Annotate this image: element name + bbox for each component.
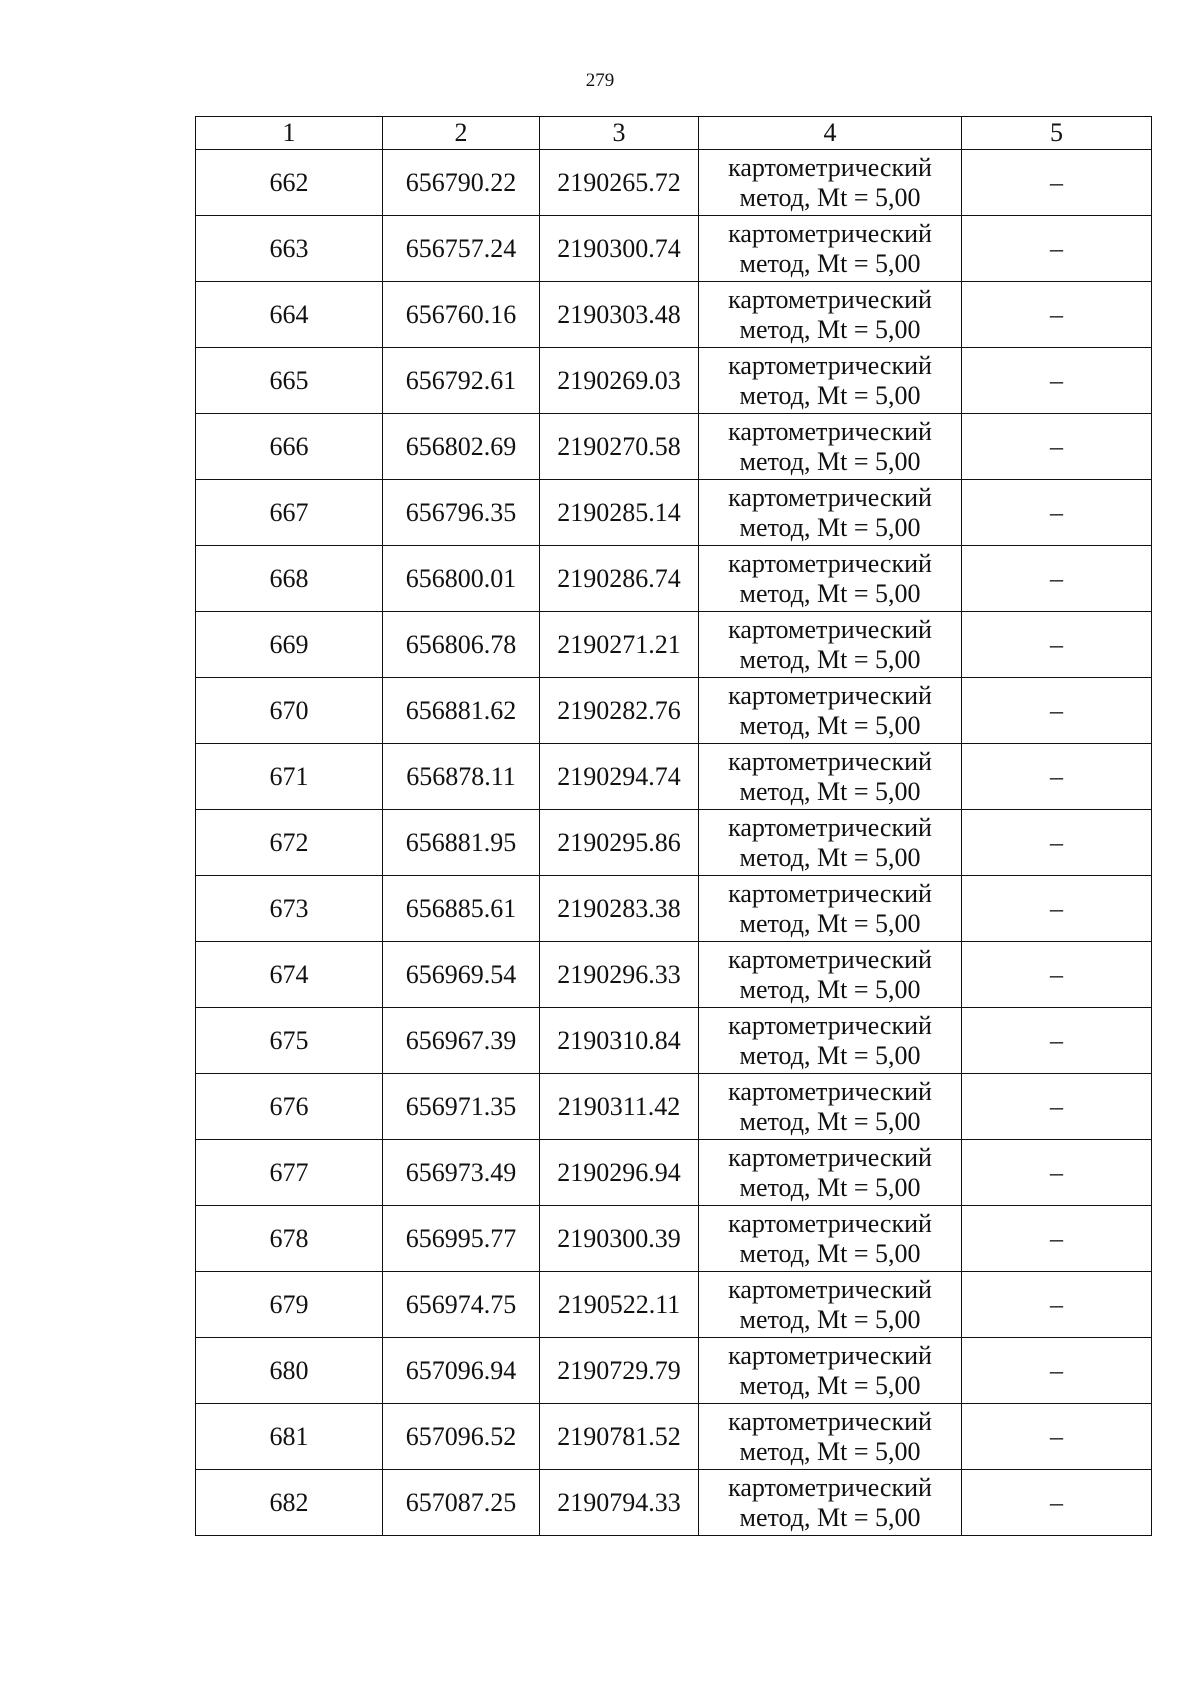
point-number-cell: 679	[196, 1272, 383, 1338]
table-body	[196, 150, 1152, 1536]
method-line-1: картометрический	[728, 1274, 932, 1304]
method-line-1: картометрический	[728, 350, 932, 380]
header-row	[196, 117, 1152, 150]
note-cell: –	[962, 1272, 1152, 1338]
method-line-1: картометрический	[728, 1208, 932, 1238]
method-cell	[699, 1074, 962, 1140]
method-cell	[699, 744, 962, 810]
method-line-1: картометрический	[728, 1142, 932, 1172]
method-line-2: метод, Mt = 5,00	[739, 512, 921, 542]
method-line-1: картометрический	[728, 152, 932, 182]
point-number-cell: 677	[196, 1140, 383, 1206]
point-number-cell: 665	[196, 348, 383, 414]
note-cell: –	[962, 348, 1152, 414]
table-row	[196, 1074, 1152, 1140]
method-cell	[699, 1272, 962, 1338]
point-number-cell: 663	[196, 216, 383, 282]
y-coordinate-cell: 2190794.33	[540, 1470, 699, 1536]
x-coordinate-cell: 656973.49	[383, 1140, 540, 1206]
point-number-cell: 674	[196, 942, 383, 1008]
note-cell: –	[962, 612, 1152, 678]
point-number-cell: 682	[196, 1470, 383, 1536]
method-line-2: метод, Mt = 5,00	[739, 1436, 921, 1466]
note-cell: –	[962, 1206, 1152, 1272]
y-coordinate-cell: 2190294.74	[540, 744, 699, 810]
x-coordinate-cell: 656792.61	[383, 348, 540, 414]
x-coordinate-cell: 656885.61	[383, 876, 540, 942]
method-line-2: метод, Mt = 5,00	[739, 644, 921, 674]
point-number-cell: 678	[196, 1206, 383, 1272]
x-coordinate-cell: 656967.39	[383, 1008, 540, 1074]
x-coordinate-cell: 657096.52	[383, 1404, 540, 1470]
table-row	[196, 414, 1152, 480]
method-cell	[699, 414, 962, 480]
note-cell: –	[962, 546, 1152, 612]
method-line-2: метод, Mt = 5,00	[739, 1040, 921, 1070]
note-cell: –	[962, 282, 1152, 348]
table-header	[196, 117, 1152, 150]
method-line-2: метод, Mt = 5,00	[739, 710, 921, 740]
method-cell	[699, 1008, 962, 1074]
x-coordinate-cell: 656881.95	[383, 810, 540, 876]
y-coordinate-cell: 2190270.58	[540, 414, 699, 480]
y-coordinate-cell: 2190300.39	[540, 1206, 699, 1272]
y-coordinate-cell: 2190282.76	[540, 678, 699, 744]
method-line-2: метод, Mt = 5,00	[739, 842, 921, 872]
point-number-cell: 662	[196, 150, 383, 216]
point-number-cell: 671	[196, 744, 383, 810]
method-line-2: метод, Mt = 5,00	[739, 1172, 921, 1202]
y-coordinate-cell: 2190311.42	[540, 1074, 699, 1140]
y-coordinate-cell: 2190285.14	[540, 480, 699, 546]
point-number-cell: 668	[196, 546, 383, 612]
note-cell: –	[962, 1140, 1152, 1206]
table-row	[196, 1470, 1152, 1536]
y-coordinate-cell: 2190286.74	[540, 546, 699, 612]
column-header-1: 1	[196, 117, 383, 150]
table-row	[196, 1338, 1152, 1404]
method-line-2: метод, Mt = 5,00	[739, 182, 921, 212]
method-line-2: метод, Mt = 5,00	[739, 908, 921, 938]
note-cell: –	[962, 414, 1152, 480]
point-number-cell: 664	[196, 282, 383, 348]
x-coordinate-cell: 657087.25	[383, 1470, 540, 1536]
point-number-cell: 675	[196, 1008, 383, 1074]
note-cell: –	[962, 810, 1152, 876]
page-number: 279	[585, 70, 615, 91]
method-line-1: картометрический	[728, 218, 932, 248]
y-coordinate-cell: 2190265.72	[540, 150, 699, 216]
y-coordinate-cell: 2190729.79	[540, 1338, 699, 1404]
method-line-1: картометрический	[728, 1010, 932, 1040]
method-line-2: метод, Mt = 5,00	[739, 1370, 921, 1400]
x-coordinate-cell: 656969.54	[383, 942, 540, 1008]
method-line-2: метод, Mt = 5,00	[739, 974, 921, 1004]
method-cell	[699, 1338, 962, 1404]
method-cell	[699, 282, 962, 348]
method-line-1: картометрический	[728, 1340, 932, 1370]
column-header-2: 2	[383, 117, 540, 150]
method-cell	[699, 1140, 962, 1206]
y-coordinate-cell: 2190269.03	[540, 348, 699, 414]
method-line-1: картометрический	[728, 284, 932, 314]
y-coordinate-cell: 2190295.86	[540, 810, 699, 876]
point-number-cell: 669	[196, 612, 383, 678]
y-coordinate-cell: 2190310.84	[540, 1008, 699, 1074]
point-number-cell: 667	[196, 480, 383, 546]
column-header-5: 5	[962, 117, 1152, 150]
y-coordinate-cell: 2190296.94	[540, 1140, 699, 1206]
method-line-2: метод, Mt = 5,00	[739, 314, 921, 344]
table-row	[196, 546, 1152, 612]
method-line-1: картометрический	[728, 680, 932, 710]
y-coordinate-cell: 2190283.38	[540, 876, 699, 942]
method-line-1: картометрический	[728, 548, 932, 578]
method-cell	[699, 810, 962, 876]
x-coordinate-cell: 656878.11	[383, 744, 540, 810]
table-row	[196, 1206, 1152, 1272]
note-cell: –	[962, 942, 1152, 1008]
method-cell	[699, 876, 962, 942]
x-coordinate-cell: 656995.77	[383, 1206, 540, 1272]
point-number-cell: 666	[196, 414, 383, 480]
method-line-1: картометрический	[728, 1406, 932, 1436]
method-cell	[699, 216, 962, 282]
point-number-cell: 676	[196, 1074, 383, 1140]
method-cell	[699, 612, 962, 678]
column-header-3: 3	[540, 117, 699, 150]
y-coordinate-cell: 2190296.33	[540, 942, 699, 1008]
point-number-cell: 670	[196, 678, 383, 744]
method-line-2: метод, Mt = 5,00	[739, 380, 921, 410]
table-row	[196, 348, 1152, 414]
method-line-2: метод, Mt = 5,00	[739, 1502, 921, 1532]
table-row	[196, 678, 1152, 744]
method-line-1: картометрический	[728, 944, 932, 974]
method-line-2: метод, Mt = 5,00	[739, 1304, 921, 1334]
x-coordinate-cell: 656800.01	[383, 546, 540, 612]
x-coordinate-cell: 656974.75	[383, 1272, 540, 1338]
method-line-2: метод, Mt = 5,00	[739, 776, 921, 806]
y-coordinate-cell: 2190300.74	[540, 216, 699, 282]
note-cell: –	[962, 876, 1152, 942]
method-cell	[699, 678, 962, 744]
table-row	[196, 1404, 1152, 1470]
y-coordinate-cell: 2190271.21	[540, 612, 699, 678]
method-line-1: картометрический	[728, 614, 932, 644]
note-cell: –	[962, 216, 1152, 282]
note-cell: –	[962, 480, 1152, 546]
method-line-1: картометрический	[728, 1076, 932, 1106]
method-line-2: метод, Mt = 5,00	[739, 446, 921, 476]
note-cell: –	[962, 150, 1152, 216]
note-cell: –	[962, 744, 1152, 810]
method-cell	[699, 150, 962, 216]
y-coordinate-cell: 2190303.48	[540, 282, 699, 348]
table-row	[196, 612, 1152, 678]
point-number-cell: 672	[196, 810, 383, 876]
method-cell	[699, 1470, 962, 1536]
point-number-cell: 681	[196, 1404, 383, 1470]
method-cell	[699, 942, 962, 1008]
method-cell	[699, 1206, 962, 1272]
method-line-1: картометрический	[728, 812, 932, 842]
note-cell: –	[962, 1008, 1152, 1074]
method-line-2: метод, Mt = 5,00	[739, 248, 921, 278]
method-line-1: картометрический	[728, 482, 932, 512]
x-coordinate-cell: 656806.78	[383, 612, 540, 678]
table-row	[196, 216, 1152, 282]
method-line-1: картометрический	[728, 878, 932, 908]
x-coordinate-cell: 656802.69	[383, 414, 540, 480]
table-row	[196, 1140, 1152, 1206]
table-row	[196, 480, 1152, 546]
method-line-2: метод, Mt = 5,00	[739, 1238, 921, 1268]
method-cell	[699, 480, 962, 546]
note-cell: –	[962, 1404, 1152, 1470]
point-number-cell: 673	[196, 876, 383, 942]
note-cell: –	[962, 678, 1152, 744]
method-line-2: метод, Mt = 5,00	[739, 578, 921, 608]
table-row	[196, 744, 1152, 810]
method-cell	[699, 348, 962, 414]
x-coordinate-cell: 656757.24	[383, 216, 540, 282]
note-cell: –	[962, 1338, 1152, 1404]
method-line-2: метод, Mt = 5,00	[739, 1106, 921, 1136]
method-cell	[699, 546, 962, 612]
y-coordinate-cell: 2190522.11	[540, 1272, 699, 1338]
x-coordinate-cell: 656971.35	[383, 1074, 540, 1140]
table-row	[196, 810, 1152, 876]
method-line-1: картометрический	[728, 416, 932, 446]
y-coordinate-cell: 2190781.52	[540, 1404, 699, 1470]
table-row	[196, 282, 1152, 348]
table-row	[196, 1008, 1152, 1074]
note-cell: –	[962, 1074, 1152, 1140]
method-line-1: картометрический	[728, 1472, 932, 1502]
x-coordinate-cell: 656881.62	[383, 678, 540, 744]
note-cell: –	[962, 1470, 1152, 1536]
method-cell	[699, 1404, 962, 1470]
table-row	[196, 942, 1152, 1008]
column-header-4: 4	[699, 117, 962, 150]
table-row	[196, 1272, 1152, 1338]
table-row	[196, 150, 1152, 216]
method-line-1: картометрический	[728, 746, 932, 776]
x-coordinate-cell: 656760.16	[383, 282, 540, 348]
x-coordinate-cell: 657096.94	[383, 1338, 540, 1404]
x-coordinate-cell: 656790.22	[383, 150, 540, 216]
coordinates-table	[195, 116, 1152, 1536]
point-number-cell: 680	[196, 1338, 383, 1404]
table-row	[196, 876, 1152, 942]
x-coordinate-cell: 656796.35	[383, 480, 540, 546]
